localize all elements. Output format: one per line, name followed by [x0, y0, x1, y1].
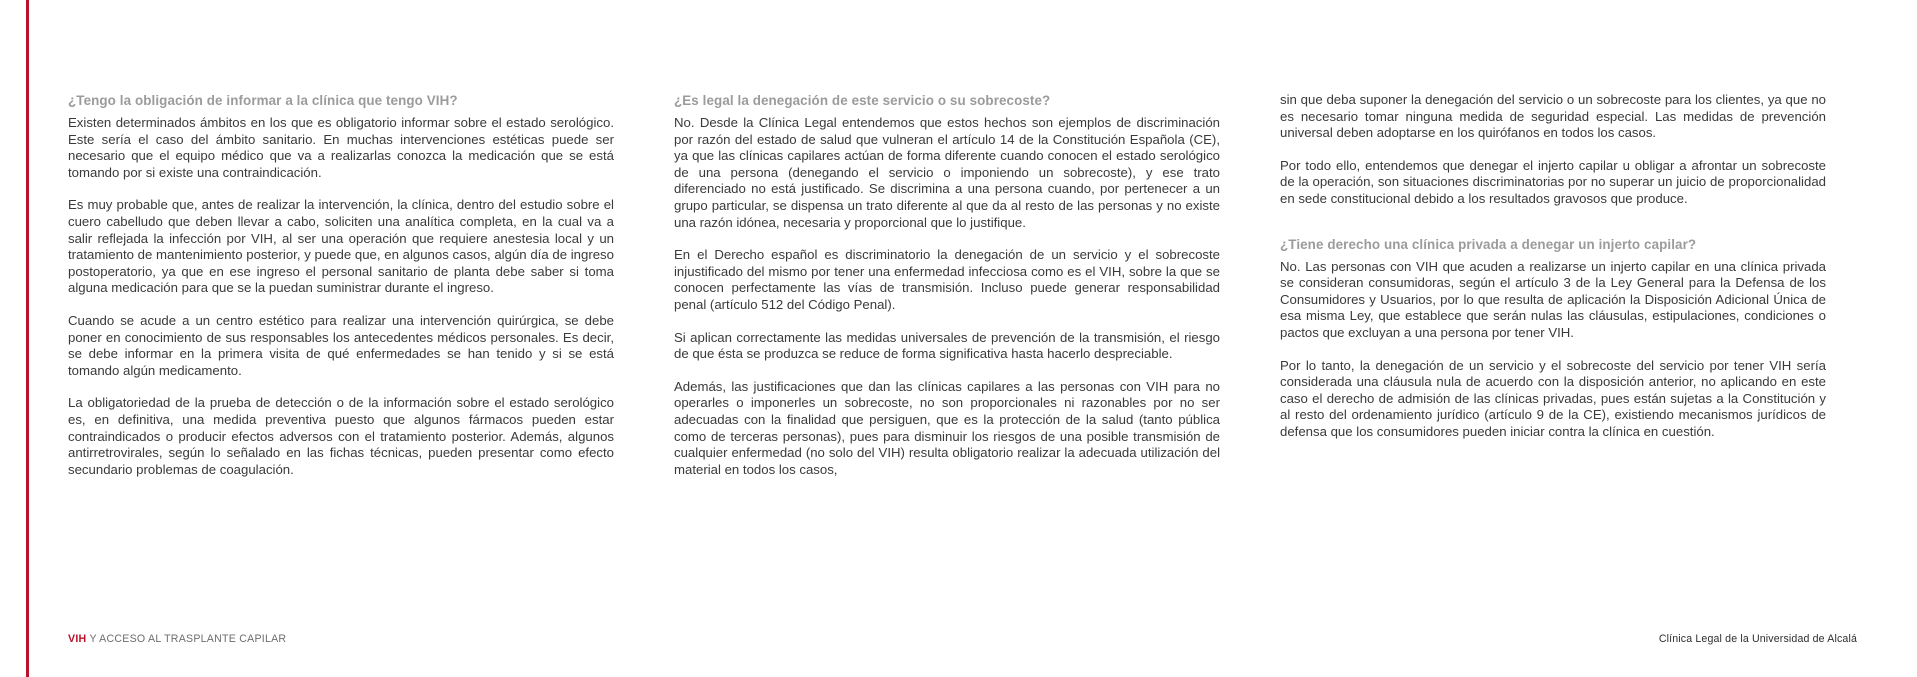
paragraph: Existen determinados ámbitos en los que es obligatorio informar sobre el estado serológico. Este sería el caso del ámbito sanitario. En muchas intervenciones estéticas puede ser necesario que el equipo médico que va a realizarlas conozca la medicación que se está tomando por si existe una contraindicación. [68, 115, 614, 180]
paragraph: Es muy probable que, antes de realizar la intervención, la clínica, dentro del estudio sobre el cuero cabelludo que deben llevar a cabo, soliciten una analítica completa, en la cual va a salir reflejada la infección por VIH, al ser una operación que requiere anestesia local y un tratamiento de mantenimiento posterior, y puede que, en algunos casos, algún día de ingreso postoperatorio, ya que en ese ingreso el personal sanitario de planta debe saber si toma alguna medicación para que se la puedan suministrar durante el ingreso. [68, 197, 614, 296]
paragraph: sin que deba suponer la denegación del servicio o un sobrecoste para los clientes, ya que no es necesario tomar ninguna medida de seguridad especial. Las medidas de prevención universal deben adoptarse en los quirófanos en todos los casos. [1280, 92, 1826, 141]
question-heading: ¿Es legal la denegación de este servicio o su sobrecoste? [674, 93, 1051, 108]
question-heading: ¿Tengo la obligación de informar a la clínica que tengo VIH? [68, 93, 458, 108]
paragraph: Si aplican correctamente las medidas universales de prevención de la transmisión, el riesgo de que ésta se produzca se reduce de forma significativa hasta hacerlo despreciable. [674, 329, 1220, 362]
footer-subtitle: Y ACCESO AL TRASPLANTE CAPILAR [89, 633, 287, 645]
column-3 [1280, 92, 1826, 478]
paragraph: En el Derecho español es discriminatorio la denegación de un servicio y el sobrecoste injustificado del mismo por tener una enfermedad infecciosa como es el VIH, sobre la que se conocen perfectamente las vías de transmisión. Incluso puede generar responsabilidad penal (artículo 512 del Código Penal). [674, 247, 1220, 312]
question-heading: ¿Tiene derecho una clínica privada a denegar un injerto capilar? [1280, 236, 1697, 252]
paragraph: La obligatoriedad de la prueba de detección o de la información sobre el estado serológico es, en definitiva, una medida preventiva puesto que algunos fármacos pueden estar contraindicados o producir efectos adversos con el tratamiento posterior. Además, algunos antirretrovirales, según lo señalado en las fichas técnicas, pueden presentar como efecto secundario problemas de coagulación. [68, 395, 614, 477]
footer-right: Clínica Legal de la Universidad de Alcalá [1658, 633, 1857, 645]
paragraph: Cuando se acude a un centro estético para realizar una intervención quirúrgica, se debe poner en conocimiento de sus responsables los antecedentes médicos personales. Es decir, se debe informar en la primera visita de qué enfermedades se han tenido y si se está tomando algún medicamento. [68, 312, 614, 378]
paragraph: No. Las personas con VIH que acuden a realizarse un injerto capilar en una clínica privada se consideran consumidoras, según el artículo 3 de la Ley General para la Defensa de los Consumidores y Usuarios, por lo que resulta de aplicación la Disposición Adicional Única de esa misma Ley, que establece que serán nulas las cláusulas, estipulaciones, condiciones o pactos que excluyan a una persona por tener VIH. [1280, 258, 1826, 340]
text-columns [68, 92, 1858, 478]
footer-highlight: VIH [68, 633, 87, 645]
paragraph: Por lo tanto, la denegación de un servicio y el sobrecoste del servicio por tener VIH sería considerada una cláusula nula de acuerdo con la disposición anterior, no aplicando en este caso el derecho de admisión de las clínicas privadas, pues están sujetas a la Constitución y al resto del ordenamiento jurídico (artículo 9 de la CE), existiendo mecanismos jurídicos de defensa que los consumidores pueden iniciar contra la clínica en cuestión. [1280, 357, 1826, 439]
column-1 [68, 92, 614, 478]
left-accent-bar [26, 0, 29, 677]
column-2 [674, 92, 1220, 478]
paragraph: Además, las justificaciones que dan las clínicas capilares a las personas con VIH para no operarles o imponerles un sobrecoste, no son proporcionales ni razonables por no ser adecuadas con la finalidad que persiguen, que es la protección de la salud (tanto pública como de terceras personas), pues para disminuir los riesgos de una posible transmisión de cualquier enfermedad (no solo del VIH) resulta obligatorio realizar la adecuada utilización del material en todos los casos, [674, 378, 1220, 477]
paragraph: Por todo ello, entendemos que denegar el injerto capilar u obligar a afrontar un sobrecoste de la operación, son situaciones discriminatorias por no superar un juicio de proporcionalidad en sede constitucional debido a los resultados gravosos que produce. [1280, 157, 1826, 206]
footer-left [68, 633, 286, 645]
paragraph: No. Desde la Clínica Legal entendemos que estos hechos son ejemplos de discriminación por razón del estado de salud que vulneran el artículo 14 de la Constitución Española (CE), ya que las clínicas capilares actúan de forma diferente cuando conocen el estado serológico de una persona (denegando el servicio o imponiendo un sobrecoste), y ese trato diferenciado no está justificado. Se discrimina a una persona cuando, por pertenecer a un grupo particular, se dispensa un trato diferente al que da al resto de las personas y no existe una razón idónea, necesaria y proporcional que lo justifique. [674, 115, 1220, 230]
